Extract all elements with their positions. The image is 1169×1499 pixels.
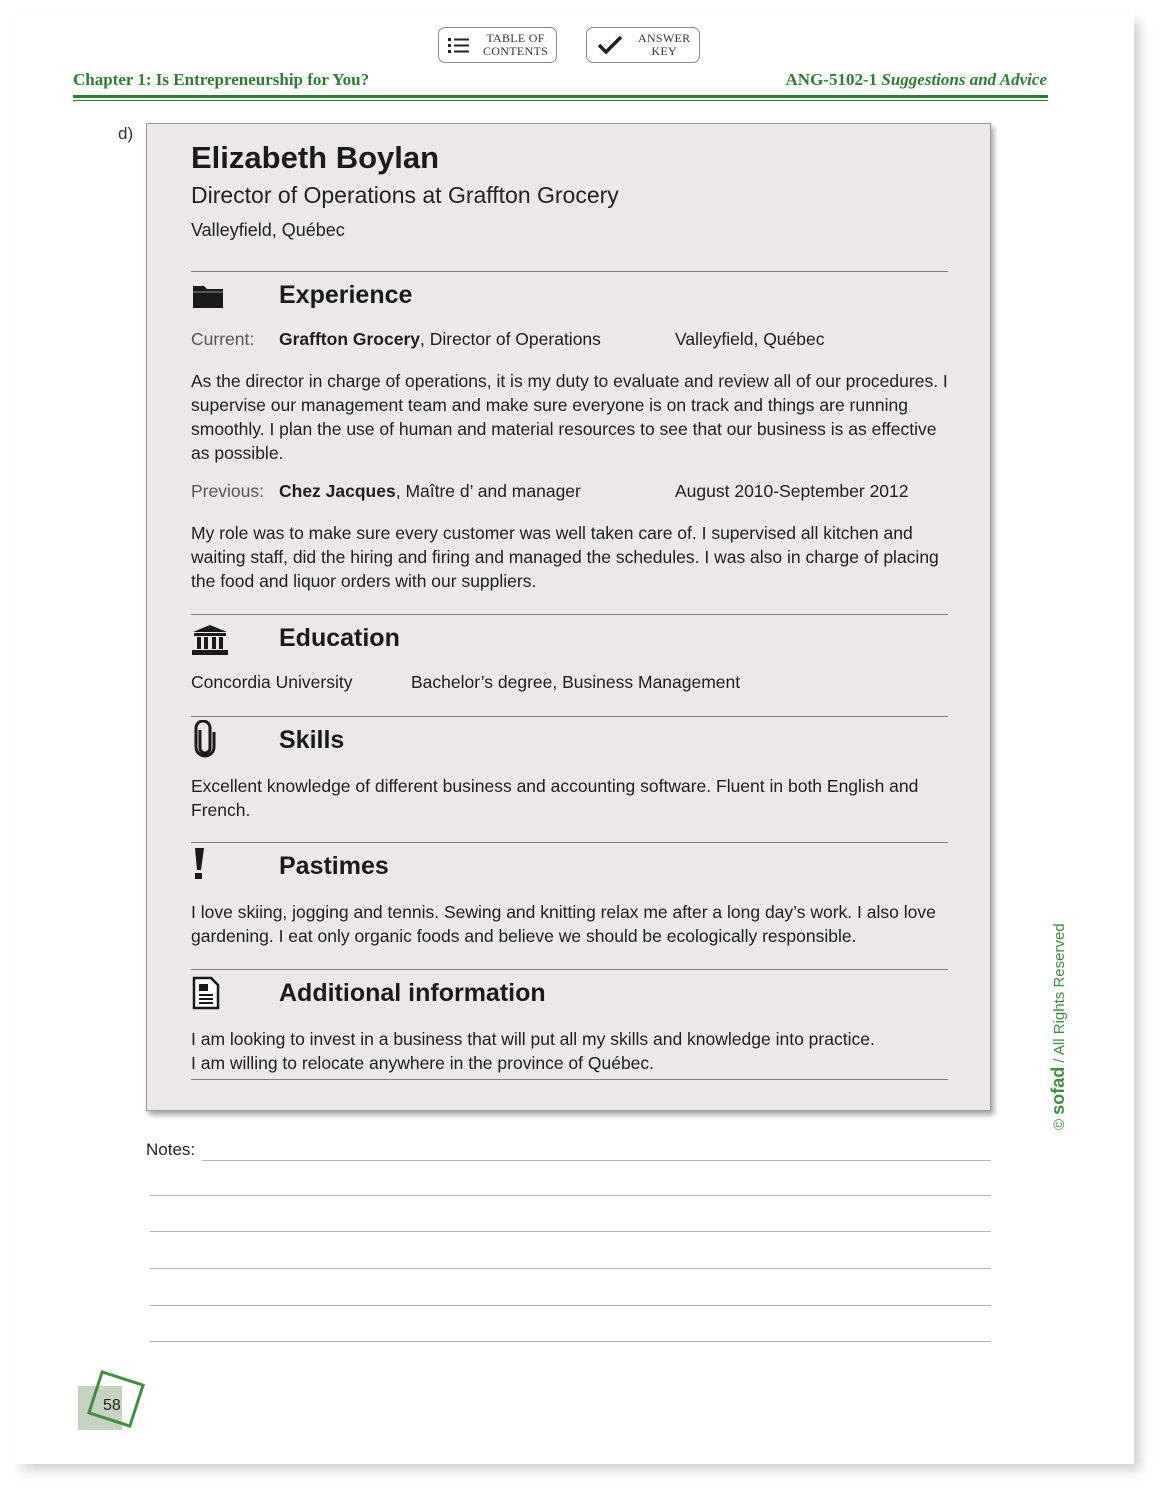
divider: [191, 842, 948, 843]
answer-key-label: ANSWER KEY: [638, 31, 691, 58]
divider: [191, 271, 948, 272]
experience-title: Experience: [279, 281, 413, 309]
checkmark-icon: [596, 33, 624, 57]
chapter-title: Chapter 1: Is Entrepreneurship for You?: [73, 70, 370, 89]
paperclip-icon: [191, 721, 231, 757]
header-rule: [73, 95, 1048, 98]
pastimes-text: I love skiing, jogging and tennis. Sewing and knitting relax me after a long day’s work. I also love gardening. I eat only organic foods and believe we should be ecologically responsible.: [191, 902, 936, 946]
page-number: 58: [103, 1397, 121, 1414]
notes-line[interactable]: [150, 1195, 991, 1196]
copyright-symbol: ©: [1051, 1118, 1068, 1130]
divider: [191, 614, 948, 615]
current-job-row: [191, 329, 254, 350]
divider: [191, 716, 948, 717]
additional-line-2: I am willing to relocate anywhere in the province of Québec.: [191, 1053, 655, 1073]
notes-line[interactable]: [202, 1160, 991, 1161]
course-title: Suggestions and Advice: [881, 70, 1047, 89]
table-of-contents-button[interactable]: [438, 27, 557, 63]
course-code: ANG-5102-1: [785, 70, 878, 89]
current-description: As the director in charge of operations, it is my duty to evaluate and review all of our procedures. I supervise our management team and make sure everyone is on track and things are running smoothly. I plan the use of human and material resources to see that our business is as effective as possible.: [191, 371, 948, 463]
education-degree: Bachelor’s degree, Business Management: [411, 672, 741, 692]
rights-text: / All Rights Reserved: [1051, 923, 1068, 1067]
notes-line[interactable]: [150, 1231, 991, 1232]
bank-building-icon: [191, 622, 231, 658]
additional-line-1: I am looking to invest in a business that will put all my skills and knowledge into practice.: [191, 1029, 875, 1049]
profile-role: Director of Operations at Graffton Grocery: [191, 182, 619, 208]
education-school: Concordia University: [191, 672, 353, 692]
course-heading: [786, 70, 1047, 90]
previous-job-row: [191, 481, 264, 502]
skills-title: Skills: [279, 726, 345, 754]
current-role: , Director of Operations: [420, 329, 601, 349]
exclamation-icon: [191, 846, 231, 882]
previous-description: My role was to make sure every customer was well taken care of. I supervised all kitchen and waiting staff, did the hiring and firing and managed the schedules. I was also in charge of placing the food and liquor orders with our suppliers.: [191, 523, 939, 591]
current-company: Graffton Grocery: [279, 329, 420, 349]
current-job: [279, 329, 601, 350]
list-icon: [447, 35, 471, 55]
previous-label: Previous:: [191, 481, 264, 501]
sofad-logo: sofad: [1048, 1066, 1068, 1115]
document-icon: [191, 975, 231, 1011]
divider: [191, 969, 948, 970]
notes-line[interactable]: [150, 1305, 991, 1306]
previous-dates: August 2010-September 2012: [675, 481, 909, 501]
pastimes-title: Pastimes: [279, 852, 389, 880]
previous-job: [279, 481, 581, 502]
answer-key-button[interactable]: [586, 27, 700, 63]
notes-line[interactable]: [150, 1341, 991, 1342]
previous-role: , Maître d’ and manager: [395, 481, 581, 501]
header-rule-thin: [73, 100, 1048, 101]
divider: [191, 1079, 948, 1080]
profile-location: Valleyfield, Québec: [191, 220, 345, 240]
education-title: Education: [279, 624, 400, 652]
profile-name: Elizabeth Boylan: [191, 140, 440, 175]
current-label: Current:: [191, 329, 255, 349]
folder-icon: [191, 278, 231, 314]
copyright-notice: [1048, 923, 1069, 1130]
question-label: d): [118, 124, 134, 143]
current-place: Valleyfield, Québec: [675, 329, 825, 349]
additional-title: Additional information: [279, 979, 546, 1007]
skills-text: Excellent knowledge of different business and accounting software. Fluent in both English and French.: [191, 776, 919, 820]
profile-card: [146, 123, 991, 1111]
notes-line[interactable]: [150, 1268, 991, 1269]
toc-label: TABLE OF CONTENTS: [483, 31, 549, 58]
notes-label: Notes:: [146, 1140, 196, 1159]
previous-company: Chez Jacques: [279, 481, 396, 501]
